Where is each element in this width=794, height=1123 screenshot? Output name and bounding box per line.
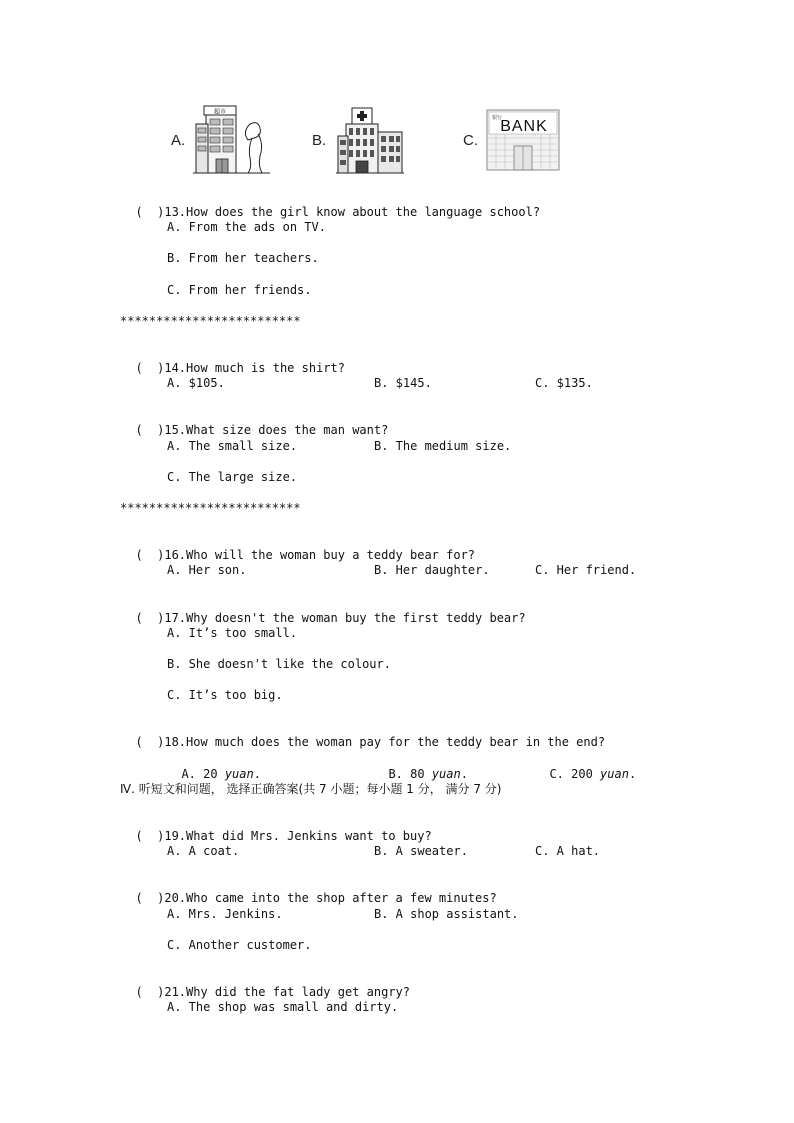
question-18 [121,718,605,750]
question-17-number[interactable]: ( )17. [135,611,187,625]
question-13 [121,188,540,220]
picture-options-row [0,102,794,178]
question-20-option-b: B. A shop assistant. [374,907,519,921]
question-17 [121,594,526,626]
question-20-text: Who came into the shop after a few minutes? [186,891,497,905]
question-20-option-a: A. Mrs. Jenkins. [167,907,283,921]
option-c-unit: yuan [600,767,629,781]
question-16-option-b: B. Her daughter. [374,563,490,577]
bank-building-icon [486,108,562,172]
separator-line: ************************* [120,501,301,515]
question-16-number[interactable]: ( )16. [135,548,187,562]
picture-a-letter: A. [171,132,186,149]
question-18-option-c [535,750,636,782]
question-13-option-c: C. From her friends. [167,283,312,297]
hospital-building-icon [336,106,406,176]
question-14-option-c: C. $135. [535,376,593,390]
question-14 [121,344,345,376]
question-18-option-a [167,750,261,782]
question-15-number[interactable]: ( )15. [135,423,187,437]
question-19 [121,812,432,844]
question-16-text: Who will the woman buy a teddy bear for? [186,548,476,562]
question-19-option-c: C. A hat. [535,844,601,858]
question-17-option-b: B. She doesn't like the colour. [167,657,391,671]
question-13-number[interactable]: ( )13. [135,205,187,219]
question-14-option-b: B. $145. [374,376,432,390]
option-c-dot: . [628,767,637,781]
question-16 [121,531,475,563]
question-13-option-b: B. From her teachers. [167,251,319,265]
question-13-text: How does the girl know about the language school? [186,205,541,219]
question-19-option-b: B. A sweater. [374,844,468,858]
option-a-unit: yuan [224,767,254,781]
option-a-dot: . [253,767,261,781]
separator-line: ************************* [120,314,301,328]
question-17-option-a: A. It’s too small. [167,626,298,640]
question-15-option-c: C. The large size. [167,470,298,484]
question-14-number[interactable]: ( )14. [135,361,187,375]
question-15 [121,406,388,438]
question-18-option-b [374,750,468,782]
option-b-amount: B. 80 [388,767,432,781]
question-17-text: Why doesn't the woman buy the first teddy bear? [186,611,526,625]
question-16-option-c: C. Her friend. [535,563,637,577]
supermarket-sign-text: 超市 [213,108,227,116]
question-16-option-a: A. Her son. [167,563,247,577]
question-17-option-c: C. It’s too big. [167,688,283,702]
supermarket-building-icon [192,102,272,176]
question-19-option-a: A. A coat. [167,844,240,858]
bank-sign-cn-text: 银行 [492,115,503,121]
question-20-number[interactable]: ( )20. [135,891,187,905]
bank-sign-text: BANK [500,118,548,135]
question-21-option-a: A. The shop was small and dirty. [167,1000,399,1014]
question-19-number[interactable]: ( )19. [135,829,187,843]
section-4-heading: Ⅳ. 听短文和问题， 选择正确答案(共 7 小题；每小题 1 分， 满分 7 分) [120,782,502,796]
question-15-text: What size does the man want? [186,423,389,437]
option-a-amount: A. 20 [181,767,225,781]
option-b-unit: yuan [431,767,461,781]
picture-c-letter: C. [463,132,478,149]
question-14-option-a: A. $105. [167,376,225,390]
option-c-amount: C. 200 [549,767,601,781]
option-b-dot: . [460,767,468,781]
question-13-option-a: A. From the ads on TV. [167,220,326,234]
question-21-text: Why did the fat lady get angry? [186,985,410,999]
question-21 [121,968,410,1000]
question-14-text: How much is the shirt? [186,361,345,375]
question-15-option-a: A. The small size. [167,439,298,453]
question-18-text: How much does the woman pay for the teddy bear in the end? [186,735,606,749]
picture-b-letter: B. [312,132,327,149]
question-15-option-b: B. The medium size. [374,439,512,453]
question-18-number[interactable]: ( )18. [135,735,187,749]
question-21-number[interactable]: ( )21. [135,985,187,999]
question-19-text: What did Mrs. Jenkins want to buy? [186,829,432,843]
question-20-option-c: C. Another customer. [167,938,312,952]
question-20 [121,874,497,906]
